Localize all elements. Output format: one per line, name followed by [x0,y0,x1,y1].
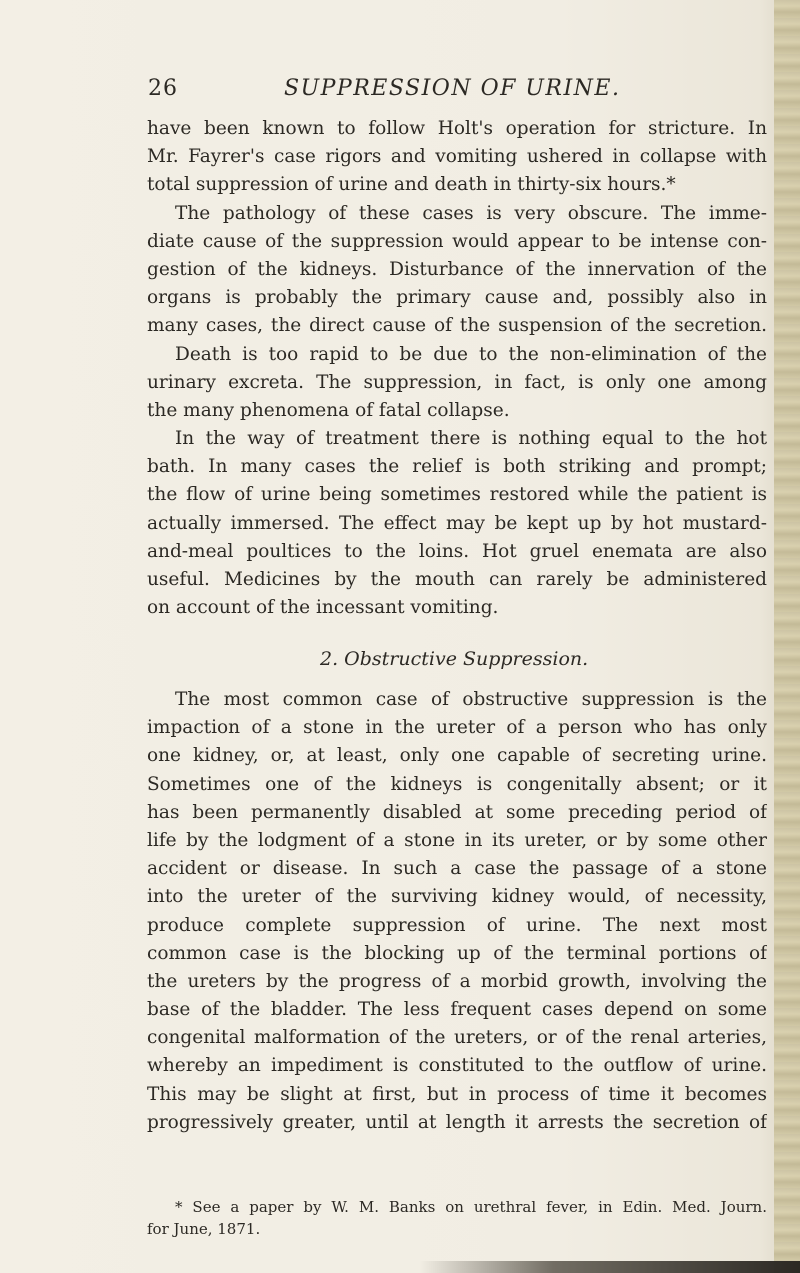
footnote-line: * See a paper by W. M. Banks on urethral fever, in Edin. Med. Journ. [175,1198,767,1216]
body-text-bottom [147,686,767,1137]
text-line: into the ureter of the surviving kidney would, of necessity, [147,886,767,908]
text-line: Sometimes one of the kidneys is congenitally absent; or it [147,773,767,795]
page-number: 26 [148,76,178,101]
text-line: This may be slight at first, but in process of time it becomes [147,1083,767,1105]
text-line: urinary excreta. The suppression, in fact, is only one among [147,371,767,393]
text-line: organs is probably the primary cause and, possibly also in [147,287,767,309]
footnote [147,1196,767,1240]
text-line: the flow of urine being sometimes restored while the patient is [147,484,767,506]
page-bottom-shadow [420,1261,800,1273]
footnote-line: for June, 1871. [147,1220,261,1238]
text-line: common case is the blocking up of the terminal portions of [147,942,767,964]
text-line: diate cause of the suppression would appear to be intense con- [147,230,767,252]
text-line: impaction of a stone in the ureter of a person who has only [147,717,767,739]
text-line: total suppression of urine and death in thirty-six hours.* [147,174,676,196]
text-line: Death is too rapid to be due to the non-elimination of the [175,343,767,365]
text-line: The most common case of obstructive suppression is the [175,689,767,710]
text-line: has been permanently disabled at some preceding period of [147,801,767,823]
running-head [148,74,788,104]
text-line: congenital malformation of the ureters, or of the renal arteries, [147,1027,767,1049]
text-line: bath. In many cases the relief is both striking and prompt; [147,456,767,478]
page-edge-shadow [774,0,800,1273]
section-heading: 2. Obstructive Suppression. [320,648,589,670]
text-line: the many phenomena of fatal collapse. [147,399,510,421]
text-line: actually immersed. The effect may be kept up by hot mustard- [147,512,767,534]
text-line: on account of the incessant vomiting. [147,597,499,619]
text-line: accident or disease. In such a case the passage of a stone [147,858,767,880]
running-title: SUPPRESSION OF URINE. [284,76,621,101]
text-line: produce complete suppression of urine. The next most [147,914,767,936]
text-line: gestion of the kidneys. Disturbance of the innervation of the [147,258,767,280]
text-line: and-meal poultices to the loins. Hot gruel enemata are also [147,540,767,562]
text-line: have been known to follow Holt's operation for stricture. In [147,118,767,139]
text-line: the ureters by the progress of a morbid growth, involving the [147,970,767,992]
text-line: life by the lodgment of a stone in its ureter, or by some other [147,829,767,851]
text-line: The pathology of these cases is very obscure. The imme- [175,202,767,224]
body-text-top [147,115,767,622]
text-line: whereby an impediment is constituted to the outflow of urine. [147,1055,767,1077]
text-line: useful. Medicines by the mouth can rarely be administered [147,569,767,590]
text-line: many cases, the direct cause of the suspension of the secretion. [147,315,767,337]
text-line: progressively greater, until at length it arrests the secretion of [147,1111,767,1133]
text-line: In the way of treatment there is nothing equal to the hot [175,428,767,450]
text-line: base of the bladder. The less frequent cases depend on some [147,999,767,1021]
text-line: Mr. Fayrer's case rigors and vomiting ushered in collapse with [147,146,767,168]
text-line: one kidney, or, at least, only one capable of secreting urine. [147,745,767,767]
